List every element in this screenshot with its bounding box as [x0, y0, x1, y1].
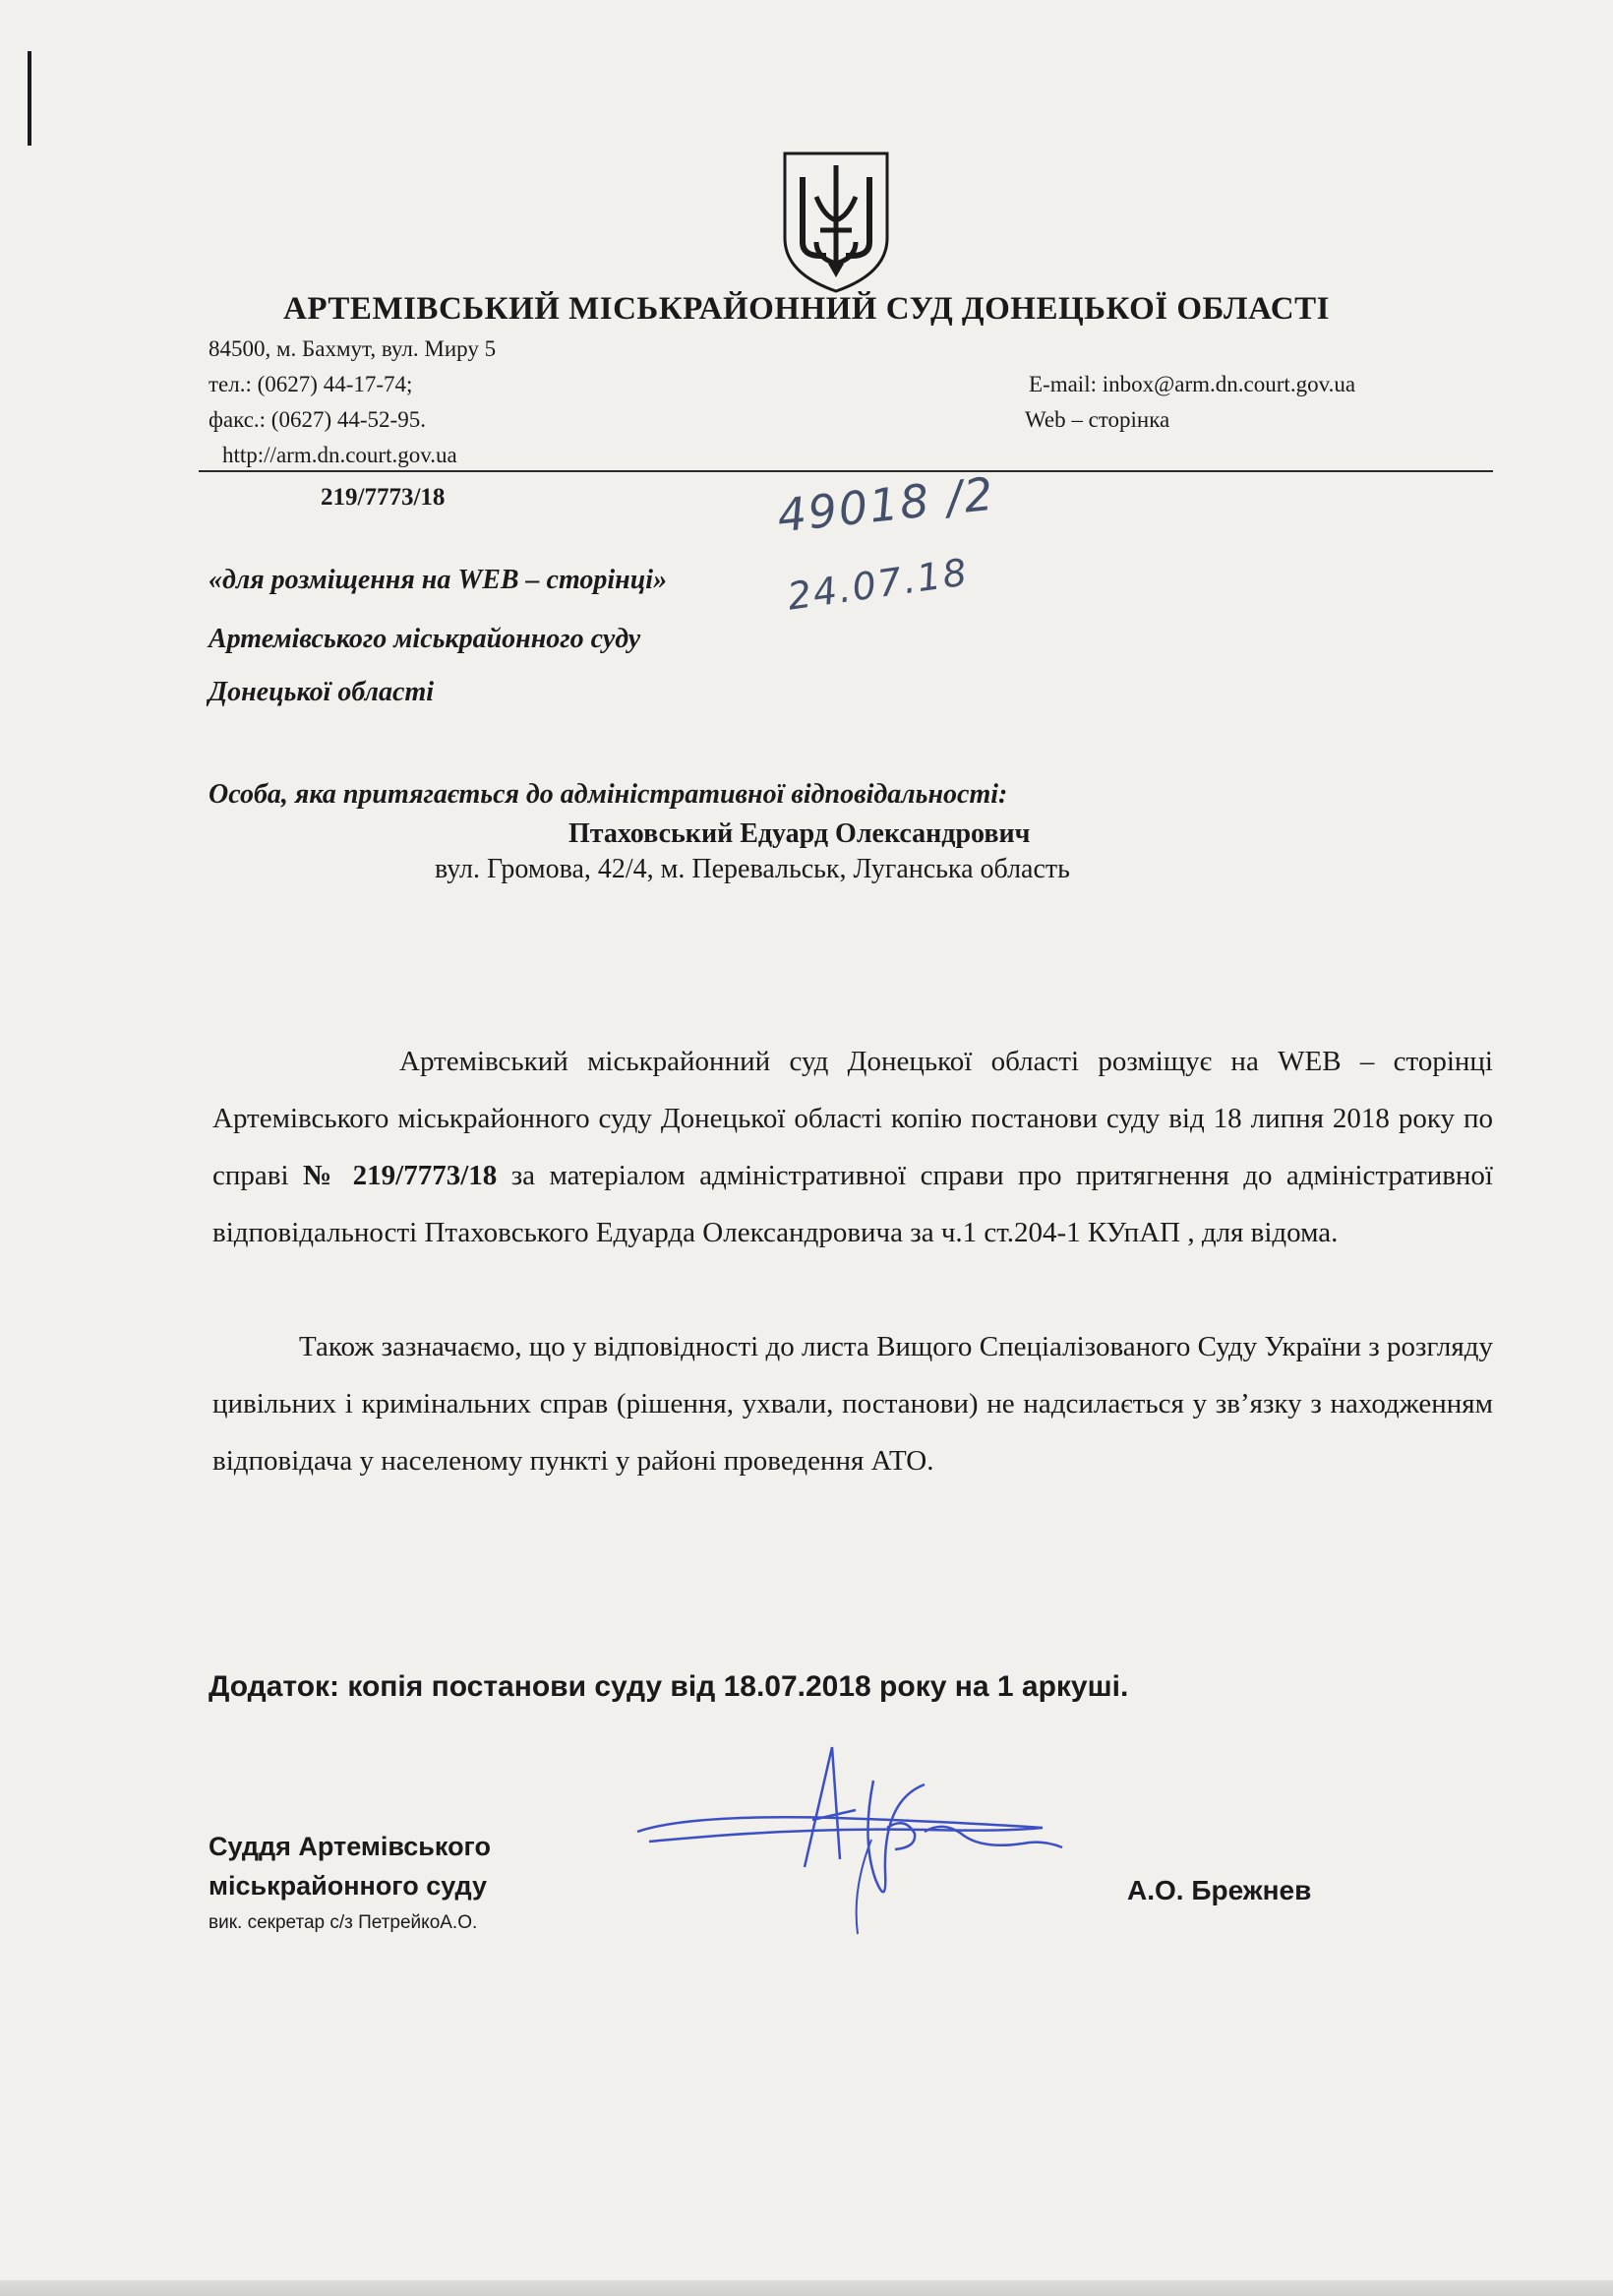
court-fax: факс.: (0627) 44-52-95. — [209, 407, 426, 432]
person-name: Птаховський Едуард Олександрович — [568, 818, 1031, 849]
person-address: вул. Громова, 42/4, м. Перевальськ, Луганська область — [435, 854, 1070, 884]
judge-signature — [629, 1741, 1082, 1938]
body-paragraph-2 — [212, 1318, 1493, 1489]
court-web-label: Web – сторінка — [1025, 407, 1170, 432]
secretary-note: вик. секретар с/з ПетрейкоА.О. — [209, 1912, 478, 1933]
judge-title-line-2: міськрайонного суду — [209, 1871, 488, 1901]
judge-name: А.О. Брежнев — [1127, 1875, 1312, 1905]
paragraph-2-text: Також зазначаємо, що у відповідності до листа Вищого Спеціалізованого Суду України з розгляду цивільних і кримінальних справ (рішення, ухвали, постанови) не надсилається у зв’язку з находженням відповідача у населеному пункті у районі проведення АТО. — [212, 1331, 1493, 1477]
court-email: E-mail: inbox@arm.dn.court.gov.ua — [1029, 372, 1356, 396]
court-web-url: http://arm.dn.court.gov.ua — [222, 443, 457, 467]
paragraph-1-text-b: за матеріалом адміністративної справи про притягнення до адміністративної відповідальності Птаховського Едуарда Олександровича за ч.1 ст.204-1 КУпАП , для відома. — [212, 1160, 1493, 1248]
court-phone: тел.: (0627) 44-17-74; — [209, 372, 413, 396]
attachment-note: Додаток: копія постанови суду від 18.07.2018 року на 1 аркуші. — [209, 1670, 1129, 1703]
recipient-line-1: «для розміщення на WEB – сторінці» — [209, 565, 668, 595]
scan-bottom-edge — [0, 2280, 1613, 2296]
paragraph-1-text-a: Артемівський міськрайонний суд Донецької області розміщує на WEB – сторінці Артемівського міськрайонного суду Донецької області копію постанови суду від 18 липня 2018 року по справі — [212, 1046, 1493, 1191]
header-divider — [199, 470, 1493, 472]
coat-of-arms-icon — [777, 148, 895, 295]
body-paragraph-1 — [212, 1033, 1493, 1261]
judge-title-line-1: Суддя Артемівського — [209, 1832, 491, 1861]
recipient-line-2: Артемівського міськрайонного суду — [209, 624, 641, 654]
scan-edge-mark — [28, 51, 31, 146]
handwritten-registration-number: 49018 /2 — [774, 466, 997, 543]
court-address: 84500, м. Бахмут, вул. Миру 5 — [209, 336, 497, 361]
paragraph-1-case-number: № 219/7773/18 — [302, 1160, 498, 1191]
recipient-line-3: Донецької області — [209, 677, 435, 707]
court-name-heading: АРТЕМІВСЬКИЙ МІСЬКРАЙОННИЙ СУД ДОНЕЦЬКОЇ ОБЛАСТІ — [283, 291, 1330, 327]
person-label: Особа, яка притягається до адміністративної відповідальності: — [209, 779, 1008, 810]
case-number: 219/7773/18 — [321, 484, 446, 511]
handwritten-date: 24.07.18 — [784, 550, 972, 619]
